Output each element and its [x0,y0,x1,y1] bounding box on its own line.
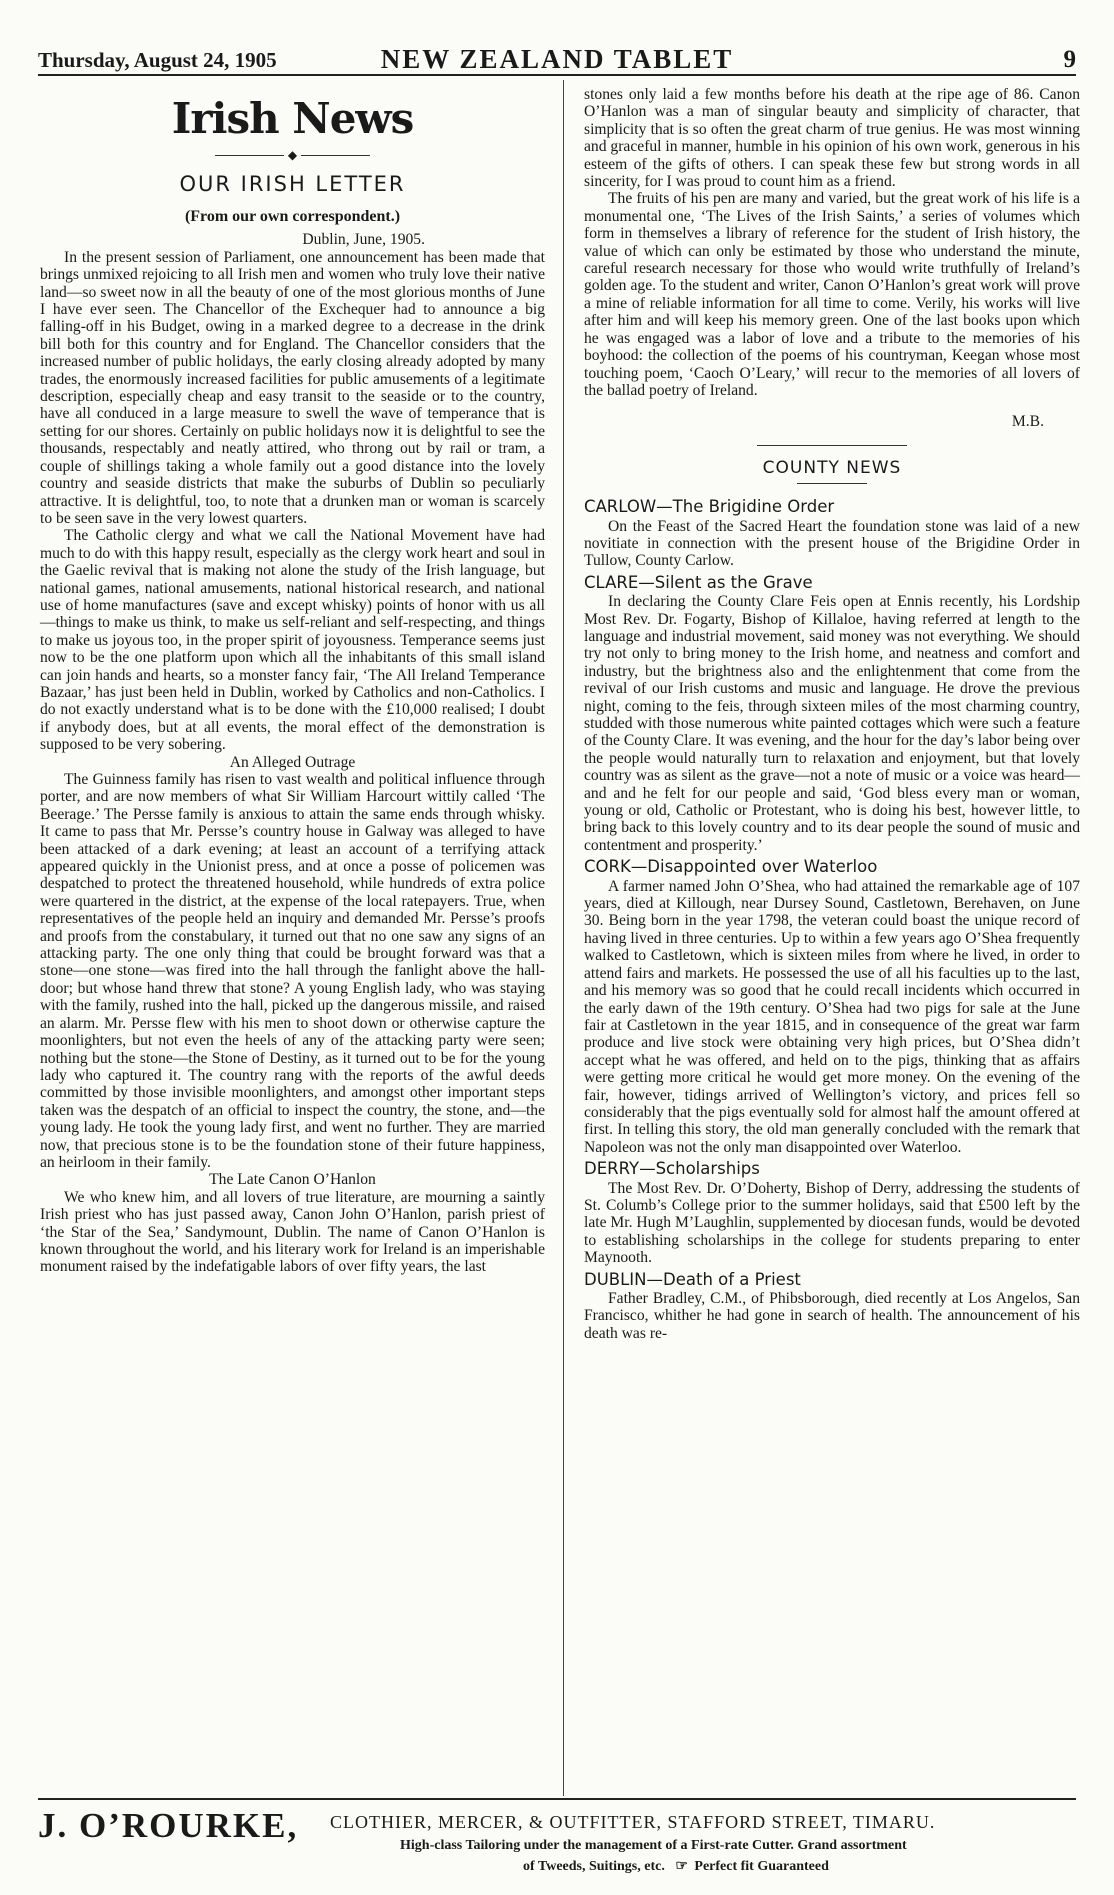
advertisement-line [523,1858,829,1875]
masthead [38,44,1076,76]
paragraph: stones only laid a few months before his death at the ripe age of 86. Canon O’Hanlon was a man of singular beauty and simplicity of character, that simplicity that is so often the great charm of true genius. He was most winning and graceful in manner, humble in his opinion of his own work, generous in his esteem of the gifts of others. I can speak these few but strong words in all sincerity, for I was proud to count him as a friend. [584,86,1080,191]
signature: M.B. [1011,413,1044,431]
paragraph: The fruits of his pen are many and varied, but the great work of his life is a monumental one, ‘The Lives of the Irish Saints,’ a series of volumes which form in themselves a library of reference for the student of Irish history, the value of which can only be estimated by those who understand the minute, careful research necessary for those who would write truthfully of Ireland’s golden age. To the student and writer, Canon O’Hanlon’s great work will prove a mine of reliable information for all time to come. Verily, his works will live after him and will keep his memory green. One of the last books upon which he was engaged was a labor of love and a tribute to the memories of his boyhood: the collection of the poems of his countryman, Keegan whose most touching poem, ‘Caoch O’Leary,’ will recur to the memories of all lovers of the ballad poetry of Ireland. [584,190,1080,399]
left-column [40,82,545,1276]
paragraph: On the Feast of the Sacred Heart the foundation stone was laid of a new novitiate in connection with the present house of the Brigidine Order in Tullow, County Carlow. [584,517,1080,570]
county-news-title: COUNTY NEWS [762,457,902,478]
subsection-title: The Late Canon O’Hanlon [209,1171,376,1189]
paragraph: Father Bradley, C.M., of Phibsborough, died recently at Los Angelos, San Francisco, whither he had gone in search of health. The announcement of his death was re- [584,1290,1080,1342]
diamond-icon: ◆ [284,148,301,162]
paragraph: The Most Rev. Dr. O’Doherty, Bishop of Derry, addressing the students of St. Columb’s College prior to the summer holidays, said that £500 left by the late Mr. Hugh M’Laughlin, supplemented by diocesan funds, would be devoted to establishing scholarships in the college for students preparing to enter Maynooth. [584,1179,1080,1267]
dateline: Dublin, June, 1905. [302,231,425,249]
advertisement-text: Perfect fit Guaranteed [694,1859,829,1874]
paragraph: A farmer named John O’Shea, who had attained the remarkable age of 107 years, died at Killough, near Dursey Sound, Castletown, Berehaven, on June 30. Being born in the year 1798, the veteran could boast the unique record of having lived in three centuries. Up to within a few years ago O’Shea frequently walked to Castletown, which is sixteen miles from where he lived, in order to attend fairs and markets. He possessed the use of all his faculties up to the last, and his memory was so good that he could recall incidents which occurred in the early dawn of the 19th century. O’Shea had two pigs for sale at the June fair at Castletown in the year 1815, and in consequence of the great war farm produce and live stock were obtaining very high prices, but O’Shea didn’t accept what he was offered, and held on to the pigs, thinking that as affairs were getting more critical he would get more money. On the evening of the fair, however, tidings arrived of Wellington’s victory, and prices fell so considerably that the pigs eventually sold for almost half the amount offered at first. In telling this story, the old man generally concluded with the remark that Napoleon was not the only man disappointed over Waterloo. [584,877,1080,1156]
county-heading: CLARE—Silent as the Grave [584,572,813,592]
paragraph: We who knew him, and all lovers of true literature, are mourning a saintly Irish priest who has just passed away, Canon John O’Hanlon, parish priest of ‘the Star of the Sea,’ Sandymount, Dublin. The name of Canon O’Hanlon is known throughout the world, and his literary work for Ireland is an imperishable monument raised by the indefatigable labors of over fifty years, the last [40,1188,545,1276]
county-heading: CARLOW—The Brigidine Order [584,497,835,517]
paragraph: In the present session of Parliament, one announcement has been made that brings unmixed rejoicing to all Irish men and women who truly love their native land—so sweet now in all the beauty of one of the most glorious months of June I have ever seen. The Chancellor of the Exchequer had to announce a big falling-off in his Budget, owing in a marked degree to a decrease in the drink bill both for this country and for England. The Chancellor considers that the increased number of public holidays, the early closing already adopted by many trades, the enormously increased facilities for public amusements of a legitimate description, especially cheap and easy transit to the seaside or to the country, have all conduced in a large measure to swell the wave of temperance that is setting for our shores. Certainly on public holidays now it is delightful to see the thousands, respectably and neatly attired, who throng out by rail or tram, a couple of shillings taking a whole family out a good distance into the lovely country and seaside districts that make the suburbs of Dublin so peculiarly attractive. It is delightful, too, to note that a drunken man or woman is scarcely to be seen save in the very lowest quarters. [40,248,545,527]
subsection-title: An Alleged Outrage [229,753,356,771]
divider-rule [797,483,867,484]
section-heading: Irish News [171,94,414,143]
pointing-hand-icon: ☞ [675,1859,688,1874]
paragraph: In declaring the County Clare Feis open at Ennis recently, his Lordship Most Rev. Dr. Fogarty, Bishop of Killaloe, having referred at length to the language and industrial movement, said money was not everything. We should try not only to bring money to the Irish home, and neatness and comfort and industry, but the brightness also and the enlightenment that come from the revival of our Irish customs and music and language. He drove the previous night, coming to the feis, through sixteen miles of the most charming country, studded with those numerous white painted cottages which were such a feature of the County Clare. It was evening, and the hour for the day’s labor being over the people would naturally turn to relaxation and enjoyment, but that lovely country was as silent as the grave—not a note of music or a voice was heard—and and he felt for our people and said, ‘God bless every man or woman, young or old, Catholic or Protestant, who is doing his best, however little, to bring back to this lovely country and to its dear people the sound of music and contentment and prosperity.’ [584,593,1080,854]
column-divider [563,80,564,1796]
article-title: OUR IRISH LETTER [179,172,406,196]
county-heading: CORK—Disappointed over Waterloo [584,857,878,877]
paragraph: The Guinness family has risen to vast wealth and political influence through porter, and are now members of what Sir William Harcourt wittily called ‘The Beerage.’ The Persse family is anxious to attain the same ends through whisky. It came to pass that Mr. Persse’s country house in Galway was alleged to have been attacked of a dark evening; at least an account of a terrifying attack appeared quickly in the Unionist press, and at once a posse of policemen was despatched to protect the threatened household, while hundreds of extra police were quartered in the district, at the expense of the local ratepayers. True, when representatives of the people held an inquiry and demanded Mr. Persse’s proofs and proofs from the constabulary, it turned out that no one saw any signs of an attacking party. The one only thing that could be brought forward was that a stone—one stone—was fired into the hall through the fanlight above the hall-door; but whose hand threw that stone? A young English lady, who was staying with the family, rushed into the hall, picked up the dangerous missile, and raised an alarm. Mr. Persse flew with his men to shoot down or otherwise capture the moonlighters, but not even the heels of any of the attacking party were seen; nothing but the stone—the Stone of Destiny, as it turned out to be for the young lady who captured it. The country rang with the reports of the awful deeds committed by those invisible moonlighters, and amongst other important steps taken was the despatch of an official to inspect the country, the stone, and—the young lady. He took the young lady first, and went no further. They are married now, that precious stone is to be the foundation stone of their future happiness, an heirloom in their family. [40,771,545,1171]
advertisement-line: High-class Tailoring under the management of a First-rate Cutter. Grand assortment [400,1838,907,1853]
paragraph: The Catholic clergy and what we call the National Movement have had much to do with this happy result, especially as the clergy work heart and soul in the Gaelic revival that is making not alone the study of the Irish language, but national games, national amusements, national historical research, and national use of home manufactures (save and except whisky) points of honor with us all—things to make us think, to make us self-reliant and self-respecting, and things to make us joyous too, in the proper spirit of joyousness. Temperance seems just now to be the one platform upon which all the inhabitants of this small island can join hands and hearts, so a monster fancy fair, ‘The All Ireland Temperance Bazaar,’ has just been held in Dublin, worked by Catholics and non-Catholics. I do not exactly understand what is to be done with the £10,000 realised; I doubt if anybody does, but at all events, the moral effect of the demonstration is supposed to be very sobering. [40,527,545,754]
county-heading: DUBLIN—Death of a Priest [584,1269,801,1289]
page-number: 9 [1063,46,1076,73]
right-column [584,86,1080,1342]
byline: (From our own correspondent.) [184,208,401,225]
advertiser-name: J. O’ROURKE, [38,1806,299,1845]
advertisement-footer [38,1798,1076,1874]
newspaper-title: NEW ZEALAND TABLET [380,44,734,74]
issue-date: Thursday, August 24, 1905 [38,48,277,72]
divider-rule [757,445,907,446]
advertisement-text: of Tweeds, Suitings, etc. [523,1859,665,1874]
advertiser-business: CLOTHIER, MERCER, & OUTFITTER, STAFFORD STREET, TIMARU. [330,1812,936,1832]
ornament-rule [40,146,545,166]
county-heading: DERRY—Scholarships [584,1159,760,1179]
